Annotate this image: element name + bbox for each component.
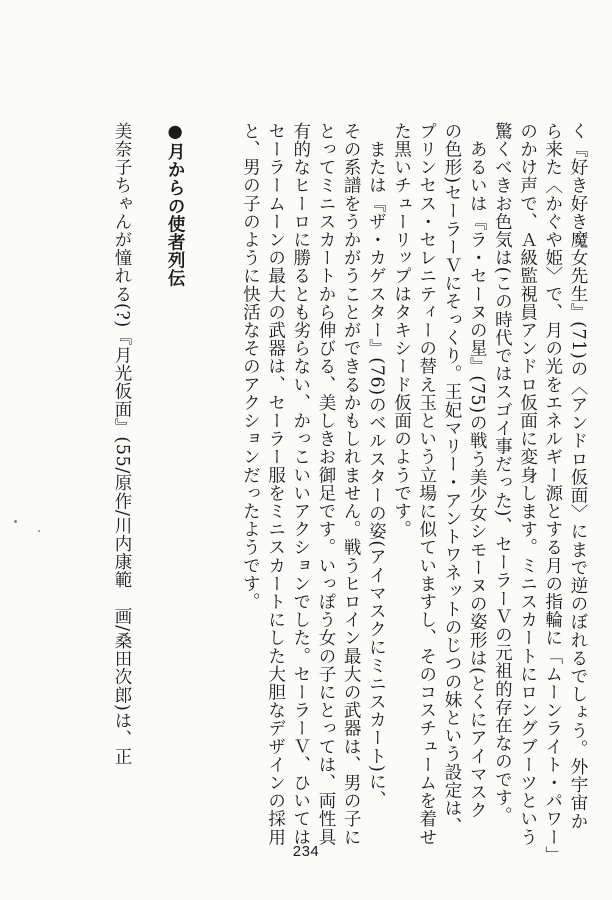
paragraph-line: 有的なヒーロに勝るとも劣らない、かっこいいアクションでした。セーラーＶ、ひいては [290,122,311,846]
paragraph-line: のかけ声で、Ａ級監視員アンドロ仮面に変身します。ミニスカートにロングブーツという [517,122,538,846]
scan-speck [14,520,17,523]
section-gap [187,122,237,867]
section-heading-text: 月からの使者列伝 [165,142,186,288]
paragraph-line: セーラームーンの最大の武器は、セーラー服をミニスカートにした大胆なデザインの採用 [265,122,286,846]
section-heading [162,122,187,867]
vertical-body-text [110,122,590,867]
paragraph-line: く『好き好き魔女先生』(71)の〈アンドロ仮面〉にまで逆のぼれるでしょう。外宇宙か [568,122,588,831]
bullet-icon: ● [165,122,186,143]
paragraph-line: プリンセス・セレニティーの替え玉という立場に似ていますし、そのコスチュームを着せ [416,122,437,846]
paragraph-line: 美奈子ちゃんが憧れる(?)『月光仮面』(55/原作/川内康範 画/桑田次郎)は、正 [111,122,132,766]
paragraph-line: とってミニスカートから伸びる、美しきお御足です。いっぽう女の子にとっては、両性具 [315,122,336,846]
paragraph-line: た黒いチューリップはタキシード仮面のようです。 [391,122,412,539]
page-number: 234 [292,843,320,860]
paragraph-line: 驚くべきお色気は(この時代ではスゴイ事だった)、セーラーＶの元祖的存在なのです。 [492,122,513,825]
heading-gap [134,122,162,867]
paragraph-line: あるいは『ラ・セーヌの星』(75)の戦う美少女シモーヌの姿形は(とくにアイマスク [467,122,488,820]
paragraph-line: または『ザ・カゲスター』(76)のベルスターの姿(アイマスクにミニスカート)に、 [366,122,387,809]
paragraph-line: の色形)セーラーＶにそっくり。王妃マリー・アントワネットのじつの妹という設定は、 [441,122,462,836]
paragraph-line: と、男の子のように快活なそのアクションだったようです。 [240,122,261,611]
paragraph-line: その系譜をうかがうことができるかもしれません。戦うヒロイン最大の武器は、男の子に [341,122,362,846]
paragraph-line: ら来た〈かぐや姫〉で、月の光をエネルギー源とする月の指輪に「ムーンライト・パワー」 [542,122,563,865]
scan-speck [38,530,40,532]
